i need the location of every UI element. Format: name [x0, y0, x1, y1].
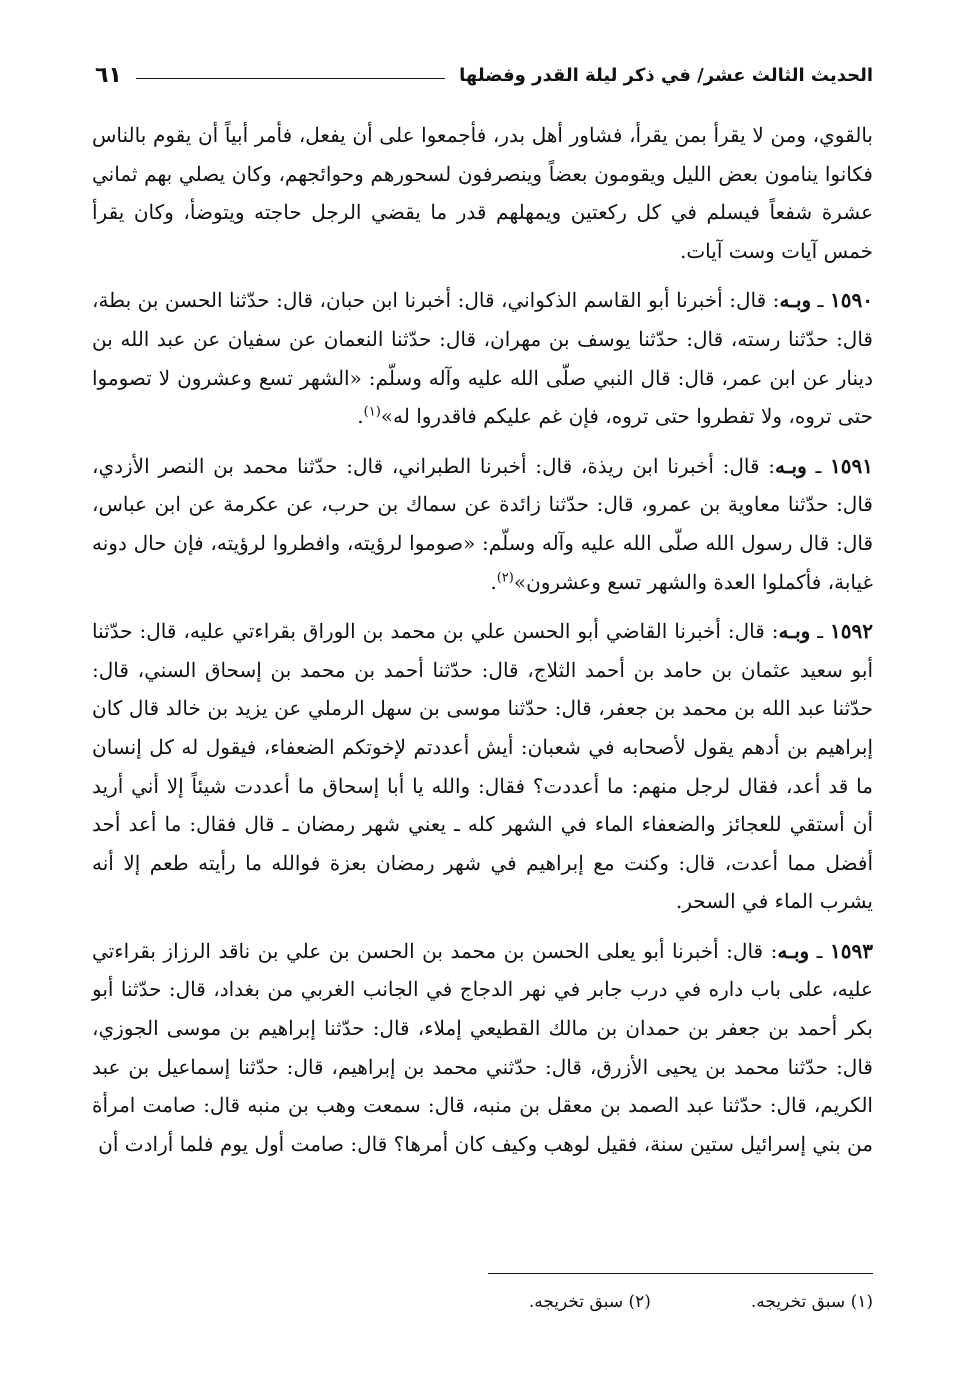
footnote-rule: [488, 1273, 873, 1274]
footnote-ref-2: (٢): [496, 569, 514, 585]
hadith-1591: ١٥٩١ ـ وبـه: قال: أخبرنا ابن ريذة، قال: أخبرنا الطبراني، قال: حدّثنا محمد بن النصر الأزدي، قال: حدّثنا معاوية بن عمرو، قال: حدّثنا زائدة عن سماك بن حرب، عن عكرمة عن ابن عباس، قال: قال رسول الله صلّى الله عليه وآله وسلّم: «صوموا لرؤيته، وافطروا لرؤيته، فإن حال دونه غيابة، فأكملوا العدة والشهر تسع وعشرون»$^{(٢)}$.: [92, 453, 873, 594]
footnote-2: (٢) سبق تخريجه.: [528, 1292, 651, 1312]
running-title: الحديث الثالث عشر/ في ذكر ليلة القدر وفضلها: [459, 64, 873, 86]
hadith-number: ١٥٩١: [830, 453, 873, 478]
page-number: ٦١: [95, 62, 122, 88]
hadith-end: .: [357, 404, 364, 429]
footnotes: [300, 1292, 873, 1312]
header-rule: [136, 78, 445, 79]
hadith-number: ١٥٩٠: [830, 288, 873, 313]
hadith-1593: ١٥٩٣ ـ وبـه: قال: أخبرنا أبو يعلى الحسن بن محمد بن الحسن بن علي بن ناقد الرزاز بقراءتي عليه، على باب داره في درب جابر في نهر الدجاج في الجانب الغربي من بغداد، قال: حدّثنا أبو بكر أحمد بن جعفر بن حمدان بن مالك القطيعي إملاء، قال: حدّثنا إبراهيم بن موسى الجوزي، قال: حدّثنا محمد بن يحيى الأزرق، قال: حدّثني محمد بن إبراهيم، قال: حدّثنا إسماعيل بن عبد الكريم، قال: حدّثنا عبد الصمد بن معقل بن منبه، قال: سمعت وهب بن منبه قال: صامت امرأة من بني إسرائيل ستين سنة، فقيل لوهب وكيف كان أمرها؟ قال: صامت أول يوم فلما أرادت أن: [92, 938, 874, 1156]
running-header: [95, 58, 873, 92]
hadith-wabihi: وبـه: [777, 938, 810, 963]
footnote-ref-1: (١): [363, 404, 381, 420]
hadith-wabihi: وبـه: [774, 453, 807, 478]
hadith-text: : قال: أخبرنا القاضي أبو الحسن علي بن محمد بن الوراق بقراءتي عليه، قال: حدّثنا أبو سعيد عثمان بن حامد بن أحمد الثلاج، قال: حدّثنا أحمد بن محمد بن إسحاق السني، قال: حدّثنا عبد الله بن محمد بن جعفر، قال: حدّثنا موسى بن سهل الرملي عن يزيد بن خالد قال كان إبراهيم بن أدهم يقول لأصحابه في شعبان: أيش أعددتم لإخوتكم الضعفاء، فيقول له كل إنسان ما قد أعد، فقال لرجل منهم: ما أعددت؟ فقال: والله يا أبا إسحاق ما أعددت شيئاً إلا أني أريد أن أستقي للعجائز والضعفاء الماء في الشهر كله ـ يعني شهر رمضان ـ قال فقال: ما أعد أحد أفضل مما أعدت، قال: وكنت مع إبراهيم في شهر رمضان بعزة فوالله ما رأيته طعم إلا أنه يشرب الماء في السحر.: [92, 619, 873, 914]
hadith-text: : قال: أخبرنا ابن ريذة، قال: أخبرنا الطبراني، قال: حدّثنا محمد بن النصر الأزدي، قال: حدّثنا معاوية بن عمرو، قال: حدّثنا زائدة عن سماك بن حرب، عن عكرمة عن ابن عباس، قال: قال رسول الله صلّى الله عليه وآله وسلّم: «صوموا لرؤيته، وافطروا لرؤيته، فإن حال دونه غيابة، فأكملوا العدة والشهر تسع وعشرون»: [92, 453, 873, 594]
hadith-number: ١٥٩٣: [830, 938, 874, 963]
hadith-1592: ١٥٩٢ ـ وبـه: قال: أخبرنا القاضي أبو الحسن علي بن محمد بن الوراق بقراءتي عليه، قال: حدّثنا أبو سعيد عثمان بن حامد بن أحمد الثلاج، قال: حدّثنا أحمد بن محمد بن إسحاق السني، قال: حدّثنا عبد الله بن محمد بن جعفر، قال: حدّثنا موسى بن سهل الرملي عن يزيد بن خالد قال كان إبراهيم بن أدهم يقول لأصحابه في شعبان: أيش أعددتم لإخوتكم الضعفاء، فيقول له كل إنسان ما قد أعد، فقال لرجل منهم: ما أعددت؟ فقال: والله يا أبا إسحاق ما أعددت شيئاً إلا أني أريد أن أستقي للعجائز والضعفاء الماء في الشهر كله ـ يعني شهر رمضان ـ قال فقال: ما أعد أحد أفضل مما أعدت، قال: وكنت مع إبراهيم في شهر رمضان بعزة فوالله ما رأيته طعم إلا أنه يشرب الماء في السحر.: [92, 619, 874, 914]
hadith-1590: ١٥٩٠ ـ وبـه: قال: أخبرنا أبو القاسم الذكواني، قال: أخبرنا ابن حبان، قال: حدّثنا الحسن بن بطة، قال: حدّثنا رسته، قال: حدّثنا يوسف بن مهران، قال: حدّثنا النعمان عن سفيان عن عبد الله بن دينار عن ابن عمر، قال: قال النبي صلّى الله عليه وآله وسلّم: «الشهر تسع وعشرون لا تصوموا حتى تروه، ولا تفطروا حتى تروه، فإن غم عليكم فاقدروا له»$^{(١)}$.: [92, 288, 873, 429]
hadith-wabihi: وبـه: [778, 619, 811, 644]
footnote-1: (١) سبق تخريجه.: [750, 1292, 873, 1312]
hadith-wabihi: وبـه: [779, 288, 812, 313]
body-text: [92, 116, 873, 1174]
hadith-end: .: [490, 569, 497, 594]
hadith-number: ١٥٩٢: [830, 619, 874, 644]
hadith-text: : قال: أخبرنا أبو القاسم الذكواني، قال: أخبرنا ابن حبان، قال: حدّثنا الحسن بن بطة، قال: حدّثنا رسته، قال: حدّثنا يوسف بن مهران، قال: حدّثنا النعمان عن سفيان عن عبد الله بن دينار عن ابن عمر، قال: قال النبي صلّى الله عليه وآله وسلّم: «الشهر تسع وعشرون لا تصوموا حتى تروه، ولا تفطروا حتى تروه، فإن غم عليكم فاقدروا له»: [92, 288, 873, 429]
hadith-text: : قال: أخبرنا أبو يعلى الحسن بن محمد بن الحسن بن علي بن ناقد الرزاز بقراءتي عليه، على باب داره في درب جابر في نهر الدجاج في الجانب الغربي من بغداد، قال: حدّثنا أبو بكر أحمد بن جعفر بن حمدان بن مالك القطيعي إملاء، قال: حدّثنا إبراهيم بن موسى الجوزي، قال: حدّثنا محمد بن يحيى الأزرق، قال: حدّثني محمد بن إبراهيم، قال: حدّثنا إسماعيل بن عبد الكريم، قال: حدّثنا عبد الصمد بن معقل بن منبه، قال: سمعت وهب بن منبه قال: صامت امرأة من بني إسرائيل ستين سنة، فقيل لوهب وكيف كان أمرها؟ قال: صامت أول يوم فلما أرادت أن: [92, 938, 873, 1156]
intro-paragraph: بالقوي، ومن لا يقرأ بمن يقرأ، فشاور أهل بدر، فأجمعوا على أن يفعل، فأمر أبياً أن يقوم بالناس فكانوا ينامون بعض الليل ويقومون بعضاً وينصرفون لسحورهم وحوائجهم، وكان يصلي بهم ثماني عشرة شفعاً فيسلم في كل ركعتين ويمهلهم قدر ما يقضي الرجل حاجته ويتوضأ، وكان يقرأ خمس آيات وست آيات.: [92, 123, 873, 263]
